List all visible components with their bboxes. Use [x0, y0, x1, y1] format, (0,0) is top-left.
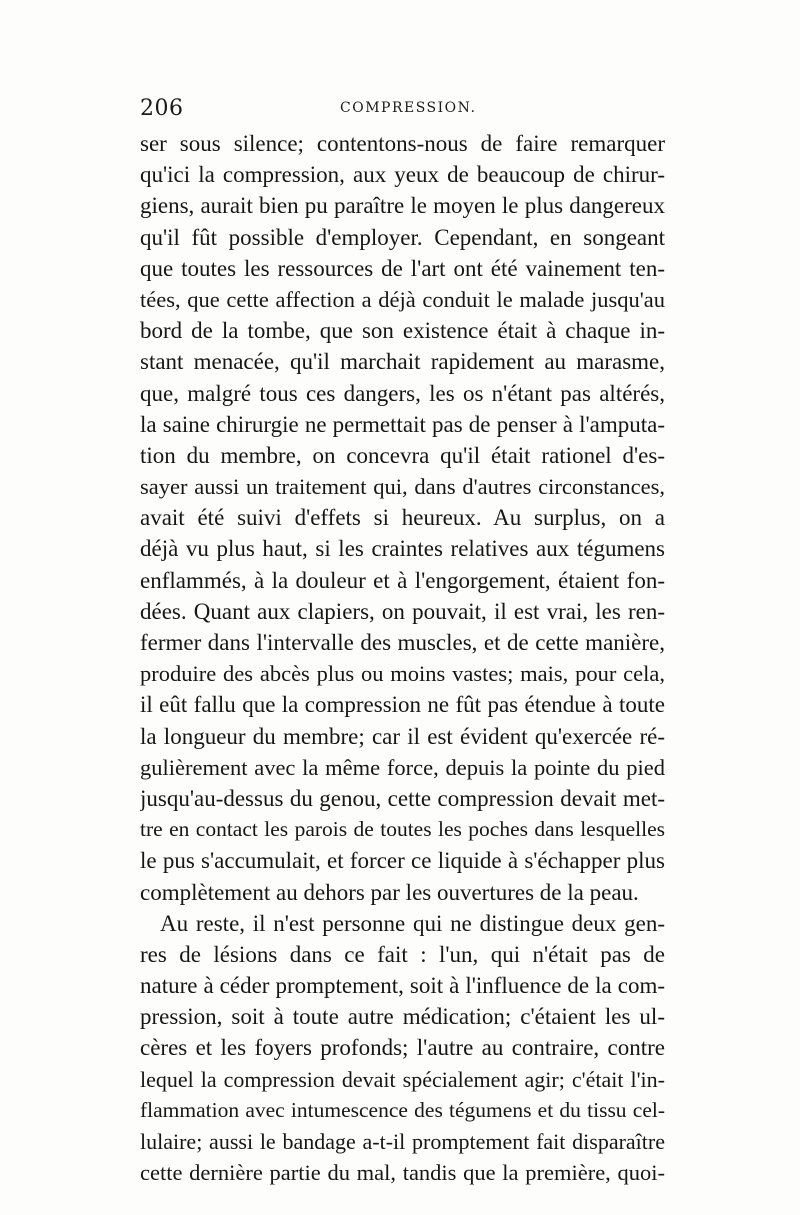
text-line: stant menacée, qu'il marchait rapidement au marasme,: [140, 349, 665, 375]
text-line: cères et les foyers profonds; l'autre au contraire, contre: [140, 1035, 665, 1061]
text-line: lulaire; aussi le bandage a-t-il promptement fait disparaître: [140, 1129, 665, 1154]
text-line: tre en contact les parois de toutes les poches dans lesquelles: [140, 817, 665, 842]
text-line: bord de la tombe, que son existence était à chaque in-: [140, 318, 665, 344]
text-line: avait été suivi d'effets si heureux. Au surplus, on a: [140, 505, 665, 531]
text-line: complètement au dehors par les ouvertures de la peau.: [140, 879, 639, 905]
running-head: COMPRESSION.: [340, 100, 477, 116]
text-line: le pus s'accumulait, et forcer ce liquide à s'échapper plus: [140, 848, 665, 874]
text-line: sayer aussi un traitement qui, dans d'autres circonstances,: [140, 474, 665, 500]
text-line: que toutes les ressources de l'art ont été vainement ten-: [140, 255, 665, 281]
text-line: qu'il fût possible d'employer. Cependant, en songeant: [140, 224, 665, 250]
text-line: dées. Quant aux clapiers, on pouvait, il est vrai, les ren-: [140, 598, 665, 624]
text-line: fermer dans l'intervalle des muscles, et de cette manière,: [140, 630, 665, 655]
text-line: que, malgré tous ces dangers, les os n'étant pas altérés,: [140, 380, 665, 406]
text-line: giens, aurait bien pu paraître le moyen le plus dangereux: [140, 193, 665, 219]
text-line: enflammés, à la douleur et à l'engorgement, étaient fon-: [140, 567, 665, 593]
text-line: jusqu'au-dessus du genou, cette compression devait met-: [140, 785, 665, 811]
text-line: produire des abcès plus ou moins vastes; mais, pour cela,: [140, 661, 665, 687]
text-line: déjà vu plus haut, si les craintes relatives aux tégumens: [140, 536, 665, 562]
text-line: pression, soit à toute autre médication; c'étaient les ul-: [140, 1004, 665, 1030]
text-line: cette dernière partie du mal, tandis que la première, quoi-: [140, 1160, 665, 1186]
body-text: [140, 128, 665, 1188]
text-line: ser sous silence; contentons-nous de faire remarquer: [140, 131, 665, 156]
text-line: la saine chirurgie ne permettait pas de penser à l'amputa-: [140, 411, 665, 437]
text-line: gulièrement avec la même force, depuis la pointe du pied: [140, 754, 665, 780]
text-line: nature à céder promptement, soit à l'influence de la com-: [140, 973, 665, 999]
text-line: lequel la compression devait spécialement agir; c'était l'in-: [140, 1066, 665, 1092]
text-line: flammation avec intumescence des tégumens et du tissu cel-: [140, 1097, 665, 1122]
text-line: la longueur du membre; car il est évident qu'exercée ré-: [140, 723, 665, 749]
text-line: tées, que cette affection a déjà conduit le malade jusqu'au: [140, 286, 665, 312]
text-line: qu'ici la compression, aux yeux de beaucoup de chirur-: [140, 162, 665, 188]
text-line: il eût fallu que la compression ne fût pas étendue à toute: [140, 692, 665, 718]
text-line: tion du membre, on concevra qu'il était rationel d'es-: [140, 442, 665, 468]
text-line: Au reste, il n'est personne qui ne distingue deux gen-: [160, 910, 665, 936]
page-header: [140, 96, 665, 124]
page-number: 206: [140, 96, 184, 121]
text-line: res de lésions dans ce fait : l'un, qui n'était pas de: [140, 941, 665, 967]
